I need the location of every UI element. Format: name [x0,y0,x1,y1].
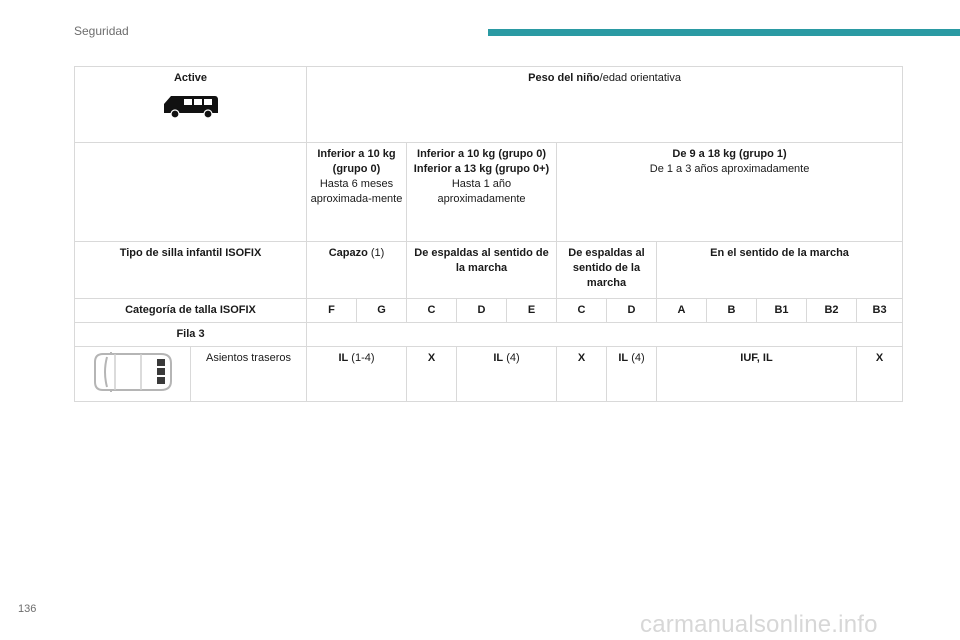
capazo-note: (1) [367,247,385,259]
rear-facing-cell-1: De espaldas al sentido de la marcha [407,242,557,299]
rear-seat-cell [607,347,657,402]
group0plus-note: Hasta 1 año aproximadamente [437,178,526,205]
size-cell: B [707,299,757,323]
size-cell: D [607,299,657,323]
header-accent-bar [488,29,960,36]
rear-seats-icon-cell [75,347,191,402]
group1-cell [557,143,903,242]
rear-seat-value: IL [618,352,629,364]
group0plus-title-2: Inferior a 13 kg (grupo 0+) [413,163,550,175]
group0plus-title-1: Inferior a 10 kg (grupo 0) [417,148,546,160]
rear-seat-cell [457,347,557,402]
weight-subtitle: /edad orientativa [599,72,681,84]
size-category-label: Categoría de talla ISOFIX [75,299,307,323]
page-number: 136 [18,603,37,615]
row-3-label: Fila 3 [75,323,307,347]
rear-seat-cell [557,347,607,402]
rear-seat-value: IL [338,352,349,364]
active-header-cell [75,67,307,143]
vehicle-side-seats-icon [162,94,220,120]
group0-cell [307,143,407,242]
watermark: carmanualsonline.info [640,611,878,638]
active-label: Active [173,72,208,84]
vehicle-top-view-rear-seats-icon [91,351,175,393]
child-weight-header-cell [307,67,903,143]
rear-seat-cell [657,347,857,402]
rear-seat-note: (4) [503,352,520,364]
size-cell: B3 [857,299,903,323]
size-cell: C [557,299,607,323]
size-cell: G [357,299,407,323]
rear-seat-value: IUF, IL [740,352,773,364]
rear-seat-cell [307,347,407,402]
rear-seat-value: IL [493,352,504,364]
group1-title: De 9 a 18 kg (grupo 1) [672,148,787,160]
isofix-table [74,66,903,402]
size-cell: E [507,299,557,323]
group0-note: Hasta 6 meses aproximada-mente [310,178,403,205]
rear-seat-cell [857,347,903,402]
rear-seat-note: (4) [628,352,645,364]
group0-title: Inferior a 10 kg (grupo 0) [317,148,396,175]
rear-seat-note: (1-4) [348,352,375,364]
forward-facing-cell: En el sentido de la marcha [657,242,903,299]
size-cell: A [657,299,707,323]
capazo-label: Capazo [328,247,368,259]
size-cell: F [307,299,357,323]
rear-facing-cell-2: De espaldas al sentido de la marcha [557,242,657,299]
row-3-empty-cell [307,323,903,347]
size-cell: D [457,299,507,323]
group1-note: De 1 a 3 años aproximadamente [649,163,810,175]
rear-seats-label: Asientos traseros [191,347,307,402]
capazo-cell [307,242,407,299]
rear-seat-value: X [875,352,884,364]
section-title: Seguridad [74,24,129,38]
seat-type-label: Tipo de silla infantil ISOFIX [75,242,307,299]
size-cell: C [407,299,457,323]
group0plus-cell [407,143,557,242]
size-cell: B2 [807,299,857,323]
size-cell: B1 [757,299,807,323]
weight-title: Peso del niño [528,72,600,84]
rear-seat-value: X [577,352,586,364]
weight-empty-cell [75,143,307,242]
rear-seat-cell [407,347,457,402]
rear-seat-value: X [427,352,436,364]
